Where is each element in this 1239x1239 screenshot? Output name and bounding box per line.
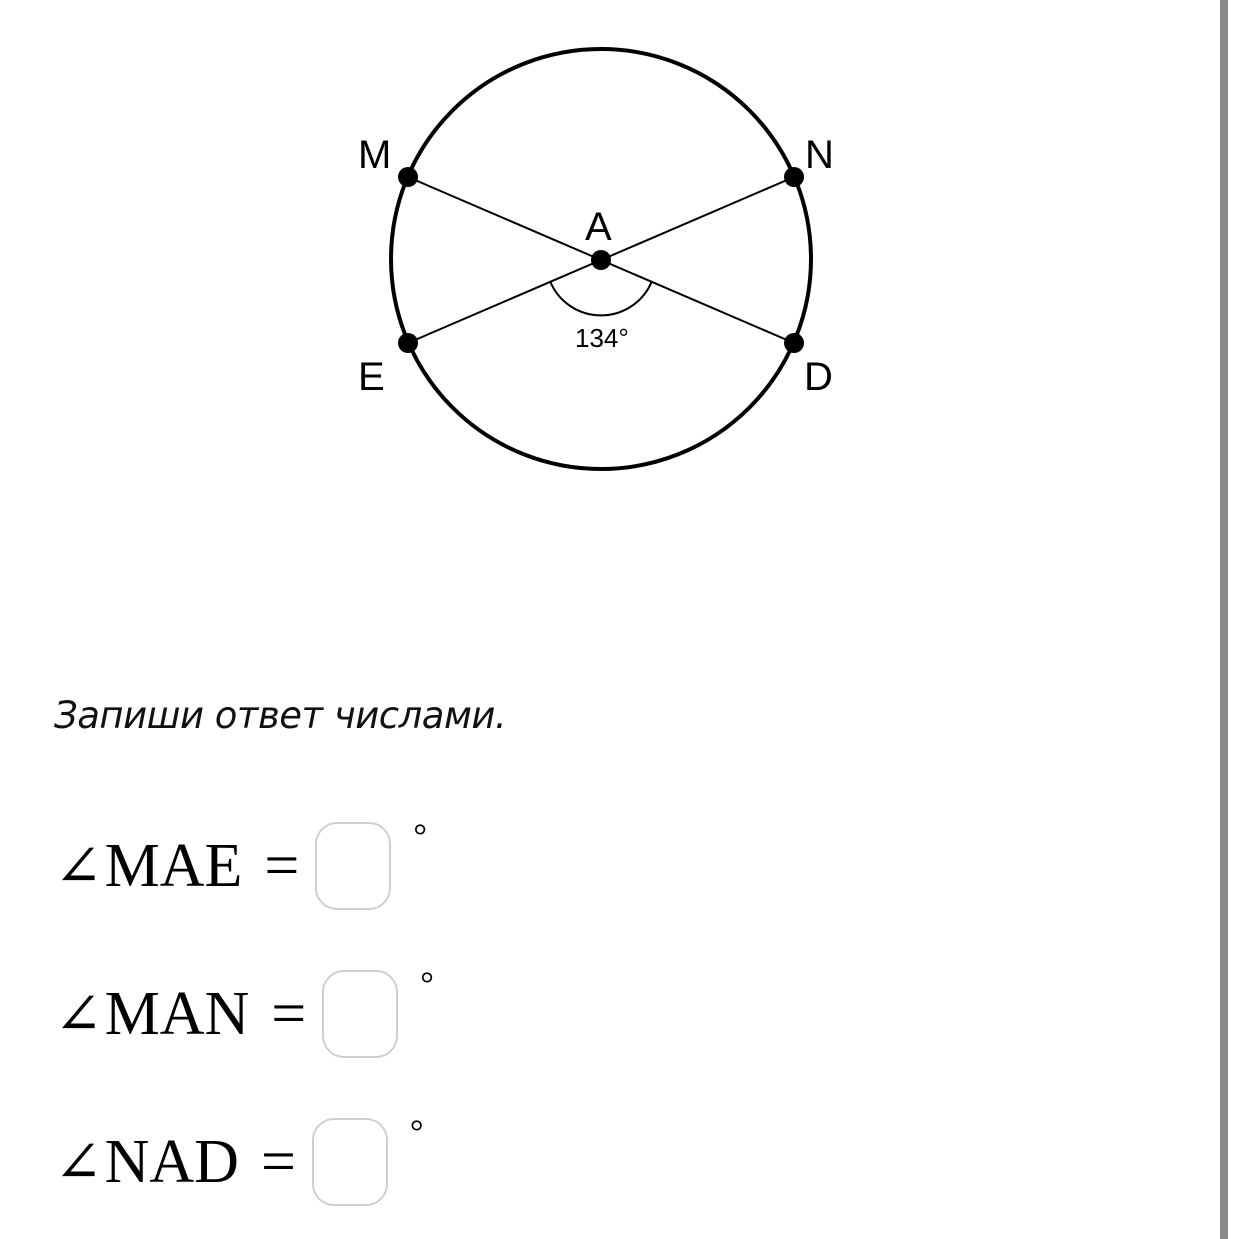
degree-sign: °	[420, 966, 434, 1003]
answer-input-nad[interactable]	[312, 1118, 388, 1206]
equation-nad	[54, 1112, 424, 1212]
label-m: M	[358, 133, 392, 177]
equals-sign: =	[260, 1127, 296, 1196]
angle-name: MAN	[104, 979, 250, 1048]
label-n: N	[805, 133, 834, 177]
label-e: E	[358, 355, 385, 399]
label-d: D	[804, 355, 833, 399]
angle-symbol: ∠	[54, 982, 103, 1047]
point-e	[398, 333, 418, 353]
angle-symbol: ∠	[54, 834, 103, 899]
angle-symbol: ∠	[54, 1130, 103, 1195]
instruction-text: Запиши ответ числами.	[54, 694, 507, 737]
point-n	[784, 167, 804, 187]
angle-value-label: 134°	[575, 323, 629, 353]
answer-input-man[interactable]	[322, 970, 398, 1058]
equals-sign: =	[271, 979, 307, 1048]
point-m	[398, 167, 418, 187]
angle-arc	[550, 281, 652, 315]
scrollbar[interactable]	[1220, 0, 1228, 1239]
degree-sign: °	[413, 818, 427, 855]
point-d	[784, 333, 804, 353]
equation-mae	[54, 816, 427, 916]
label-a: A	[585, 205, 612, 249]
angle-name: MAE	[104, 831, 243, 900]
answer-input-mae[interactable]	[315, 822, 391, 910]
equals-sign: =	[264, 831, 300, 900]
equation-man	[54, 964, 434, 1064]
degree-sign: °	[409, 1114, 424, 1151]
point-a	[591, 250, 611, 270]
angle-name: NAD	[104, 1127, 239, 1196]
circle-diagram	[0, 0, 1239, 520]
